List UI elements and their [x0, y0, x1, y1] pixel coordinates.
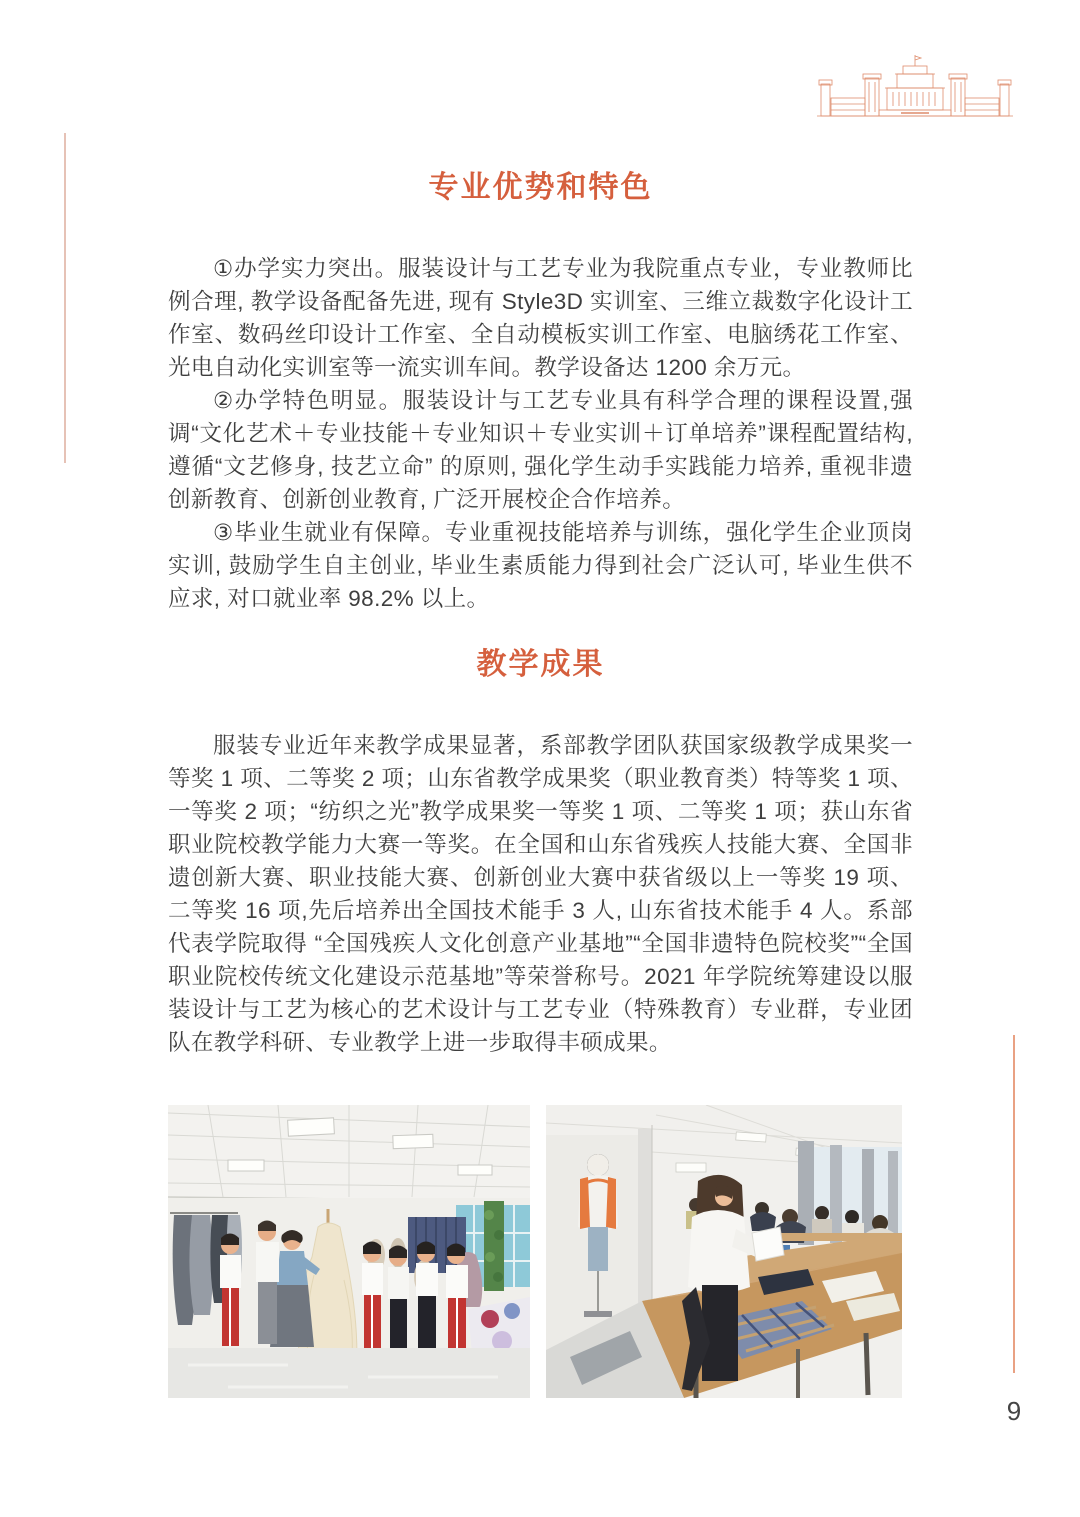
photo-row [168, 1105, 913, 1398]
section-title-achievements: 教学成果 [476, 648, 605, 681]
photo-sewing-workshop [546, 1105, 902, 1398]
paragraph-features: ②办学特色明显。服装设计与工艺专业具有科学合理的课程设置,强调“文化艺术＋专业技能＋专业知识＋专业实训＋订单培养”课程配置结构,遵循“文艺修身, 技艺立命” 的原则, 强化学生动手实践能力培养, 重视非遗创新教育、创新创业教育, 广泛开展校企合作培养。 [168, 388, 913, 512]
left-margin-rule [64, 133, 66, 463]
paragraph-strength: ①办学实力突出。服装设计与工艺专业为我院重点专业，专业教师比例合理, 教学设备配备先进, 现有 Style3D 实训室、三维立裁数字化设计工作室、数码丝印设计工作室、全自动模板实训工作室、电脑绣花工作室、光电自动化实训室等一流实训车间。教学设备达 1200 余万元。 [168, 256, 913, 380]
paragraph-employment: ③毕业生就业有保障。专业重视技能培养与训练，强化学生企业顶岗实训, 鼓励学生自主创业, 毕业生素质能力得到社会广泛认可, 毕业生供不应求, 对口就业率 98.2% 以上。 [168, 520, 913, 611]
photo-fashion-classroom [168, 1105, 530, 1398]
main-content [168, 170, 913, 1398]
campus-building-illustration-icon [815, 52, 1015, 122]
paragraph-achievements: 服装专业近年来教学成果显著，系部教学团队获国家级教学成果奖一等奖 1 项、二等奖 2 项；山东省教学成果奖（职业教育类）特等奖 1 项、一等奖 2 项；“纺织之光”教学成果奖一等奖 1 项、二等奖 1 项；获山东省职业院校教学能力大赛一等奖。在全国和山东省残疾人技能大赛、全国非遗创新大赛、职业技能大赛、创新创业大赛中获省级以上一等奖 19 项、二等奖 16 项,先后培养出全国技术能手 3 人, 山东省技术能手 4 人。系部代表学院取得 “全国残疾人文化创意产业基地”“全国非遗特色院校奖”“全国职业院校传统文化建设示范基地”等荣誉称号。2021 年学院统筹建设以服装设计与工艺为核心的艺术设计与工艺专业（特殊教育）专业群，专业团队在教学科研、专业教学上进一步取得丰硕成果。 [168, 733, 913, 1055]
right-margin-rule [1013, 1035, 1015, 1373]
page-number: 9 [1006, 1396, 1022, 1426]
section-title-advantages: 专业优势和特色 [428, 171, 653, 204]
